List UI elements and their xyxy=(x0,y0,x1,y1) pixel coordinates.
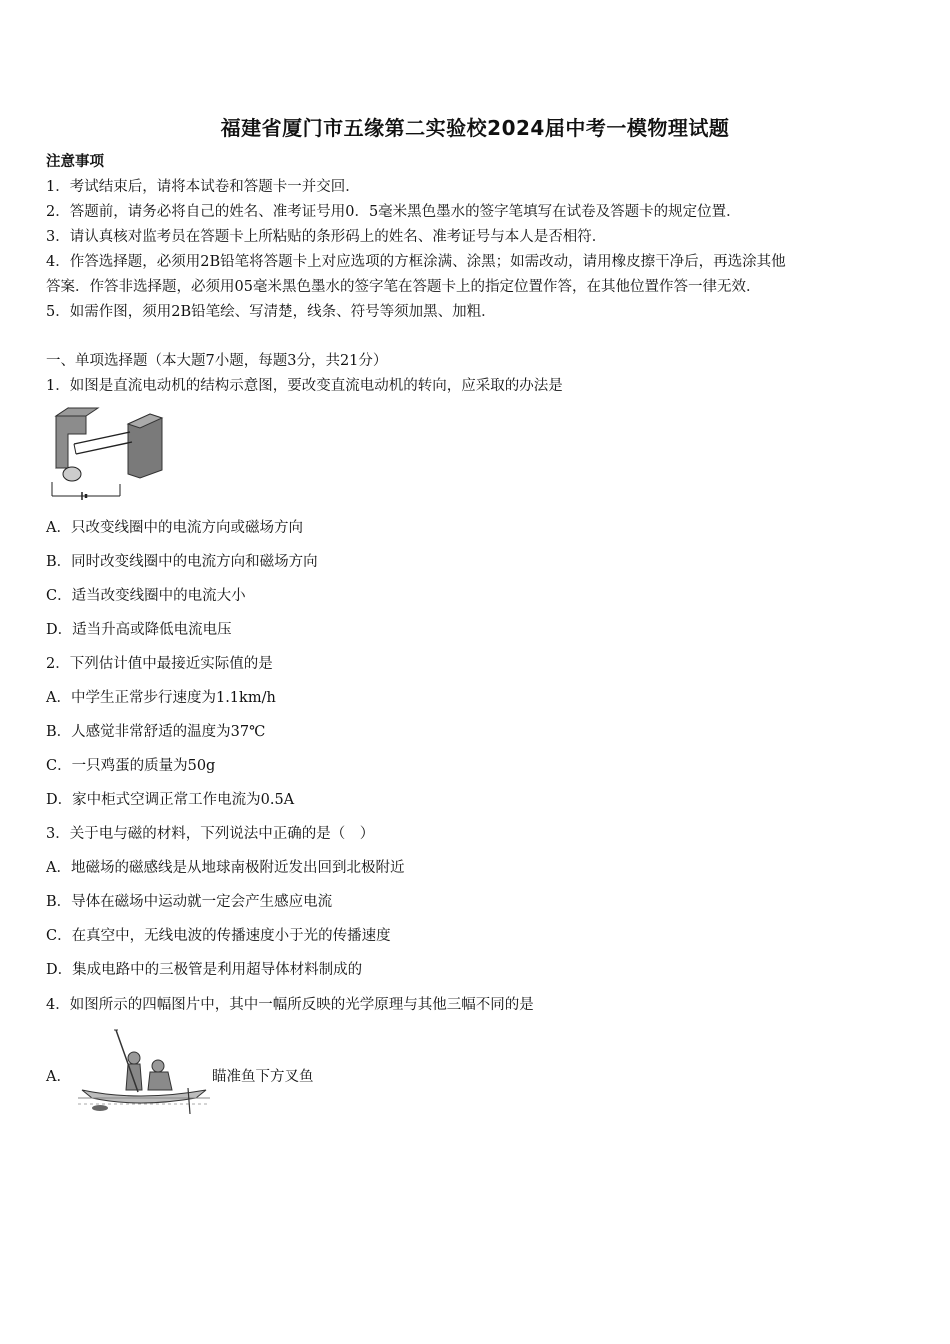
notice-heading: 注意事项 xyxy=(46,153,104,170)
question-2-option-b: B．人感觉非常舒适的温度为37℃ xyxy=(46,724,266,740)
notice-item: 3．请认真核对监考员在答题卡上所粘贴的条形码上的姓名、准考证号与本人是否相符． xyxy=(46,229,607,245)
question-2-option-d: D．家中柜式空调正常工作电流为0.5A xyxy=(46,792,295,808)
section-heading: 一、单项选择题（本大题7小题，每题3分，共21分） xyxy=(46,353,388,369)
question-1-option-b: B．同时改变线圈中的电流方向和磁场方向 xyxy=(46,554,318,570)
notice-item: 4．作答选择题，必须用2B铅笔将答题卡上对应选项的方框涂满、涂黑；如需改动，请用橡皮擦干净后，再选涂其他 xyxy=(46,254,786,270)
question-1-option-a: A．只改变线圈中的电流方向或磁场方向 xyxy=(46,520,303,536)
notice-item: 5．如需作图，须用2B铅笔绘、写清楚，线条、符号等须加黑、加粗． xyxy=(46,304,496,320)
motor-diagram xyxy=(46,404,168,504)
question-2-option-c: C．一只鸡蛋的质量为50g xyxy=(46,758,216,774)
question-4-option-a-letter: A． xyxy=(46,1069,71,1085)
question-3-option-d: D．集成电路中的三极管是利用超导体材料制成的 xyxy=(46,962,363,978)
question-3-option-a: A．地磁场的磁感线是从地球南极附近发出回到北极附近 xyxy=(46,860,405,876)
notice-item: 答案．作答非选择题，必须用05毫米黑色墨水的签字笔在答题卡上的指定位置作答，在其他位置作答一律无效． xyxy=(46,279,761,295)
question-3-stem: 3．关于电与磁的材料，下列说法中正确的是（ ） xyxy=(46,826,375,842)
question-4-stem: 4．如图所示的四幅图片中，其中一幅所反映的光学原理与其他三幅不同的是 xyxy=(46,997,534,1013)
notice-item: 2．答题前，请务必将自己的姓名、准考证号用0．5毫米黑色墨水的签字笔填写在试卷及答题卡的规定位置． xyxy=(46,204,741,220)
question-2-option-a: A．中学生正常步行速度为1.1km/h xyxy=(46,690,276,706)
notice-item: 1．考试结束后，请将本试卷和答题卡一并交回． xyxy=(46,179,360,195)
question-1-stem: 1．如图是直流电动机的结构示意图，要改变直流电动机的转向，应采取的办法是 xyxy=(46,378,563,394)
spear-fishing-illustration xyxy=(78,1028,210,1116)
page-title: 福建省厦门市五缘第二实验校2024届中考一模物理试题 xyxy=(220,116,730,140)
question-4-option-a-caption: 瞄准鱼下方叉鱼 xyxy=(212,1069,314,1085)
question-1-option-c: C．适当改变线圈中的电流大小 xyxy=(46,588,246,604)
question-1-option-d: D．适当升高或降低电流电压 xyxy=(46,622,232,638)
question-2-stem: 2．下列估计值中最接近实际值的是 xyxy=(46,656,273,672)
question-3-option-b: B．导体在磁场中运动就一定会产生感应电流 xyxy=(46,894,333,910)
question-3-option-c: C．在真空中，无线电波的传播速度小于光的传播速度 xyxy=(46,928,391,944)
